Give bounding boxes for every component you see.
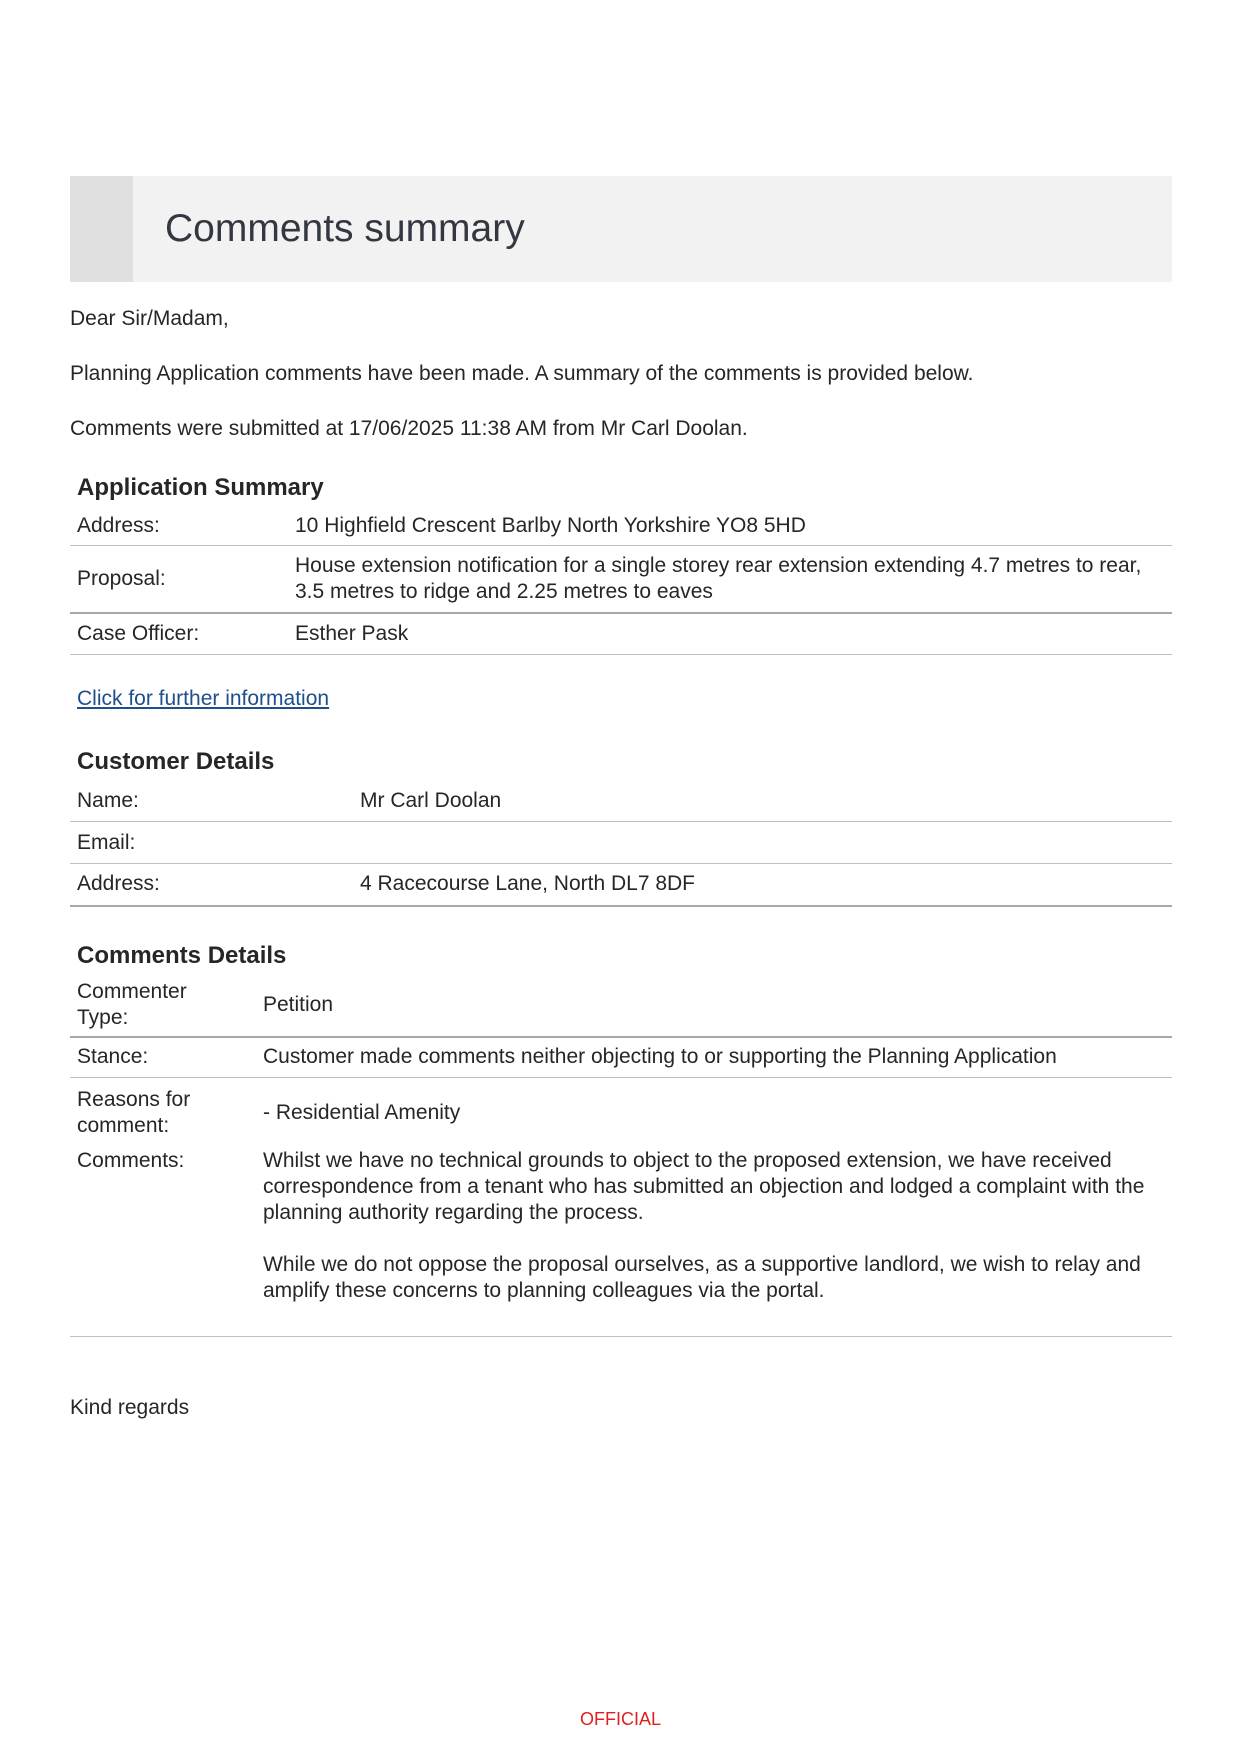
table-row bbox=[70, 781, 1172, 822]
table-row bbox=[70, 975, 1172, 1037]
table-row bbox=[70, 507, 1172, 545]
table-row bbox=[70, 1037, 1172, 1078]
comments-details-table bbox=[70, 975, 1172, 1337]
comments-details-heading: Comments Details bbox=[77, 941, 287, 969]
row-label: Name: bbox=[77, 788, 139, 812]
submission-info: Comments were submitted at 17/06/2025 11:38 AM from Mr Carl Doolan. bbox=[70, 417, 748, 440]
customer-details-table bbox=[70, 781, 1172, 907]
further-info-row bbox=[70, 685, 1172, 713]
row-label: Comments: bbox=[77, 1148, 185, 1172]
notice-text: Planning Application comments have been made. A summary of the comments is provided below. bbox=[70, 362, 974, 385]
greeting: Dear Sir/Madam, bbox=[70, 307, 229, 330]
further-information-link[interactable]: Click for further information bbox=[77, 686, 330, 710]
title-banner bbox=[70, 176, 1172, 282]
row-value: 10 Highfield Crescent Barlby North Yorkshire YO8 5HD bbox=[295, 513, 806, 537]
table-row bbox=[70, 1148, 1172, 1337]
table-row bbox=[70, 822, 1172, 864]
application-summary-heading: Application Summary bbox=[77, 474, 324, 501]
document-page bbox=[70, 176, 1172, 1422]
row-label: Stance: bbox=[77, 1045, 149, 1069]
table-row bbox=[70, 864, 1172, 906]
row-label: Proposal: bbox=[77, 566, 166, 590]
closing-text: Kind regards bbox=[70, 1395, 190, 1419]
table-row bbox=[70, 1078, 1172, 1148]
row-label: Case Officer: bbox=[77, 621, 200, 645]
row-value: Mr Carl Doolan bbox=[360, 788, 502, 812]
comment-paragraph: While we do not oppose the proposal ourselves, as a supportive landlord, we wish to relay and amplify these concerns to planning colleagues via the portal. bbox=[263, 1252, 1141, 1302]
table-row bbox=[70, 613, 1172, 654]
row-label: Address: bbox=[77, 513, 160, 537]
banner-accent-stripe bbox=[70, 176, 133, 282]
row-value: - Residential Amenity bbox=[263, 1100, 461, 1124]
row-label: Email: bbox=[77, 830, 136, 854]
row-value bbox=[353, 822, 1172, 864]
row-value: Customer made comments neither objecting to or supporting the Planning Application bbox=[263, 1045, 1057, 1069]
comment-paragraph: Whilst we have no technical grounds to object to the proposed extension, we have received correspondence from a tenant who has submitted an objection and lodged a complaint with the planning authority regarding the process. bbox=[263, 1148, 1145, 1224]
row-label: Address: bbox=[77, 872, 160, 896]
table-row bbox=[70, 545, 1172, 613]
row-label: Reasons for comment: bbox=[77, 1087, 191, 1137]
comments-body bbox=[256, 1148, 1172, 1337]
row-value: Petition bbox=[263, 993, 334, 1016]
row-value: House extension notification for a single storey rear extension extending 4.7 metres to rear, 3.5 metres to ridge and 2.25 metres to eaves bbox=[295, 553, 1142, 603]
customer-details-heading: Customer Details bbox=[77, 747, 275, 775]
row-label: Commenter Type: bbox=[77, 980, 187, 1029]
page-title: Comments summary bbox=[165, 207, 525, 250]
row-value: Esther Pask bbox=[295, 621, 409, 645]
classification-marking: OFFICIAL bbox=[579, 1709, 661, 1729]
row-value: 4 Racecourse Lane, North DL7 8DF bbox=[360, 872, 696, 896]
application-summary-table bbox=[70, 507, 1172, 655]
